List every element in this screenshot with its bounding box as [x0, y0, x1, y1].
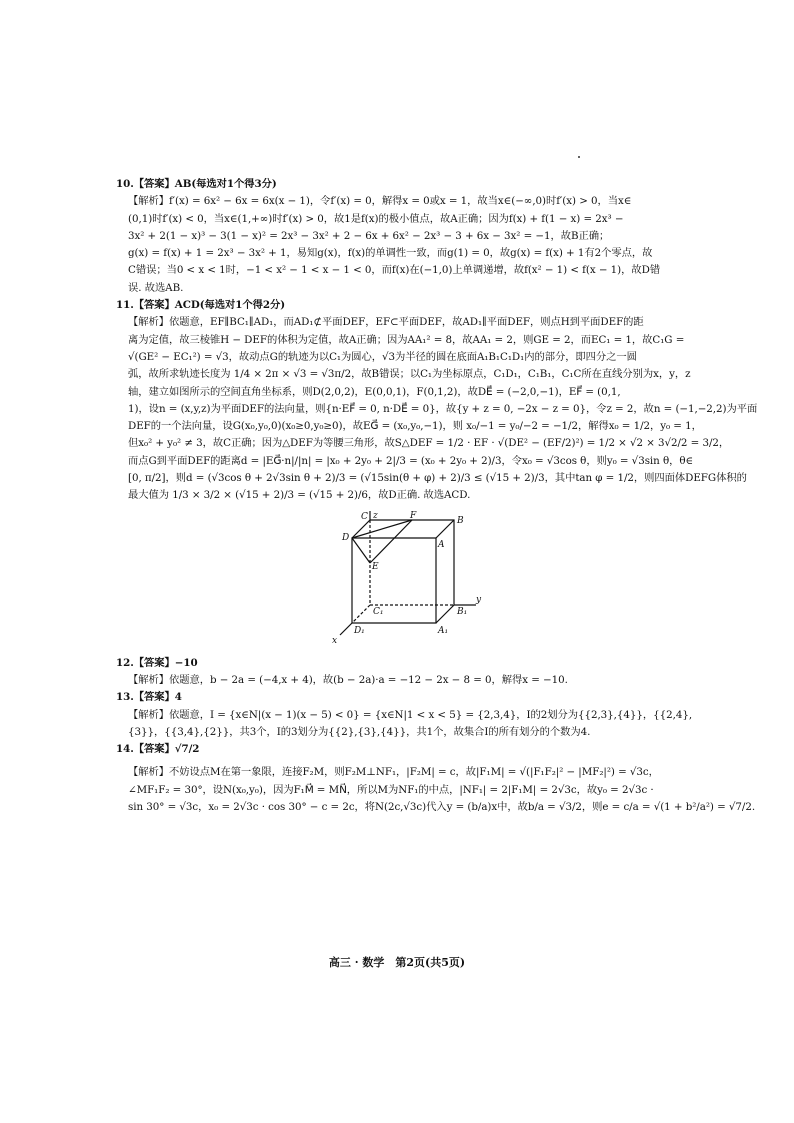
q11-line: 弧，故所求轨迹长度为 1/4 × 2π × √3 = √3π/2，故B错误；以C₁为坐标原点，C₁D₁，C₁B₁，C₁C所在直线分别为x，y，z [128, 368, 691, 381]
q11-line: [0, π/2]，则d = (√3cos θ + 2√3sin θ + 2)/3 = (√15sin(θ + φ) + 2)/3 ≤ (√15 + 2)/3，其中tan φ = 1/2，则四面体DEFG体积的 [128, 472, 747, 485]
label-E: E [372, 561, 379, 572]
segment-DE [352, 538, 370, 563]
page-footer: 高三 · 数学 第2页(共5页) [328, 956, 466, 969]
label-D1: D₁ [354, 625, 365, 636]
q10-line: 【解析】f′(x) = 6x² − 6x = 6x(x − 1)，令f′(x) = 0，解得x = 0或x = 1，故当x∈(−∞,0)时f′(x) > 0，当x∈ [128, 195, 632, 208]
answer-content [116, 176, 758, 816]
q13-line: {3}}，{{3,4},{2}}，共3个，I的3划分为{{2},{3},{4}}，共1个，故集合I的所有划分的个数为4. [128, 725, 591, 738]
q12-answer: 12.【答案】−10 [116, 656, 198, 669]
label-F: F [410, 510, 417, 521]
label-C: C [361, 511, 368, 522]
label-A1: A₁ [438, 625, 449, 636]
q10-line: 3x² + 2(1 − x)³ − 3(1 − x)² = 2x³ − 3x² + 2 − 6x + 6x² − 2x³ − 3 + 6x − 3x² = −1，故B正确； [128, 229, 610, 242]
label-A: A [438, 539, 445, 550]
label-B: B [457, 515, 464, 526]
q11-line: DEF的一个法向量，设G(x₀,y₀,0)(x₀≥0,y₀≥0)，故EG⃗ = (x₀,y₀,−1)，则 x₀/−1 = y₀/−2 = −1/2，解得x₀ = 1/2，y₀ = 1， [128, 420, 702, 433]
cube-hidden-edge [352, 605, 370, 623]
q13-line: 【解析】依题意，I = {x∈N|(x − 1)(x − 5) < 0} = {x∈N|1 < x < 5} = {2,3,4}，I的2划分为{{2,3},{4}}，{{2,4}, [128, 708, 693, 721]
q11-line: 离为定值，故三棱锥H − DEF的体积为定值，故A正确；因为AA₁² = 8，故AA₁ = 2，则GE = 2，而EC₁ = 1，故C₁G = [128, 333, 685, 346]
q11-answer: 11.【答案】ACD(每选对1个得2分) [116, 299, 286, 312]
q11-line: 最大值为 1/3 × 3/2 × (√15 + 2)/3 = (√15 + 2)/6，故D正确. 故选ACD. [128, 489, 471, 502]
label-z: z [373, 510, 378, 521]
q14-line: ∠MF₁F₂ = 30°，设N(x₀,y₀)，因为F₁M⃗ = MN⃗，所以M为NF₁的中点，|NF₁| = 2|F₁M| = 2√3c，故y₀ = 2√3c · [128, 783, 654, 796]
label-C1: C₁ [373, 606, 384, 617]
label-D: D [342, 532, 350, 543]
label-x: x [332, 635, 338, 646]
q10-line: g(x) = f(x) + 1 = 2x³ − 3x² + 1，易知g(x)，f(x)的单调性一致，而g(1) = 0，故g(x) = f(x) + 1有2个零点，故 [128, 247, 653, 260]
q10-line: C错误；当0 < x < 1时，−1 < x² − 1 < x − 1 < 0，而f(x)在(−1,0)上单调递增，故f(x² − 1) < f(x − 1)，故D错 [128, 264, 661, 277]
q11-line: 轴，建立如图所示的空间直角坐标系，则D(2,0,2)，E(0,0,1)，F(0,1,2)，故DE⃗ = (−2,0,−1)，EF⃗ = (0,1, [128, 385, 621, 398]
ink-dot [578, 156, 580, 158]
q11-line: √(GE² − EC₁²) = √3，故动点G的轨迹为以C₁为圆心，√3为半径的圆在底面A₁B₁C₁D₁内的部分，即四分之一圆 [128, 350, 637, 363]
q11-line: 但x₀² + y₀² ≠ 3，故C正确；因为△DEF为等腰三角形，故S△DEF = 1/2 · EF · √(DE² − (EF/2)²) = 1/2 × √2 × 3√2/2 = 3/2， [128, 437, 730, 450]
q13-answer: 13.【答案】4 [116, 691, 182, 704]
q11-line: 1)，设n = (x,y,z)为平面DEF的法向量，则{n·EF⃗ = 0, n·DE⃗ = 0}，故{y + z = 0, −2x − z = 0}，令z = 2，故n = (−1,−2,2)为平面 [128, 402, 758, 415]
cube-edge-AB [436, 520, 454, 538]
x-axis [340, 623, 352, 635]
q12-line: 【解析】依题意，b − 2a = (−4,x + 4)，故(b − 2a)·a = −12 − 2x − 8 = 0，解得x = −10. [128, 673, 568, 686]
cube-diagram [326, 511, 486, 651]
q11-line: 【解析】依题意，EF∥BC₁∥AD₁，而AD₁⊄平面DEF，EF⊂平面DEF，故AD₁∥平面DEF，则点H到平面DEF的距 [128, 316, 644, 329]
cube-figure [116, 511, 682, 653]
q11-line: 而点G到平面DEF的距离d = |EG⃗·n|/|n| = |x₀ + 2y₀ + 2|/3 = (x₀ + 2y₀ + 2)/3，令x₀ = √3cos θ，则y₀ = √3sin θ，θ∈ [128, 454, 694, 467]
label-y: y [476, 594, 482, 605]
q14-line: sin 30° = √3c，x₀ = 2√3c · cos 30° − c = 2c，将N(2c,√3c)代入y = (b/a)x中，故b/a = √3/2，则e = c/a = √(1 + b²/a²) = √7/2. [128, 801, 756, 814]
q14-line: 【解析】不妨设点M在第一象限，连接F₂M，则F₂M⊥NF₁，|F₂M| = c，故|F₁M| = √(|F₁F₂|² − |MF₂|²) = √3c， [128, 766, 659, 779]
q10-line: (0,1)时f′(x) < 0，当x∈(1,+∞)时f′(x) > 0，故1是f(x)的极小值点，故A正确；因为f(x) + f(1 − x) = 2x³ − [128, 212, 624, 225]
q14-answer: 14.【答案】√7/2 [116, 743, 200, 756]
q10-answer: 10.【答案】AB(每选对1个得3分) [116, 178, 277, 190]
q10-line: 误. 故选AB. [128, 281, 184, 294]
label-B1: B₁ [457, 606, 468, 617]
